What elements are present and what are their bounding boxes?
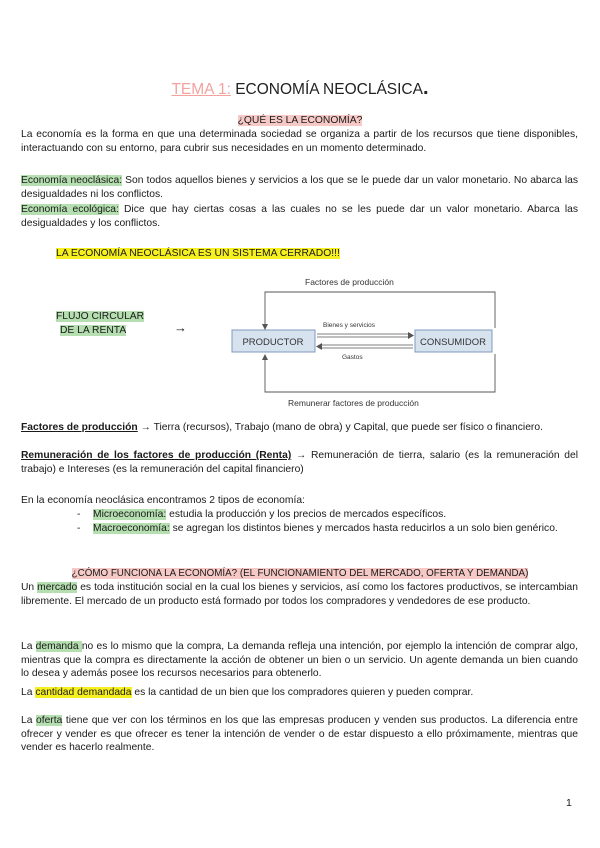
oferta-text: tiene que ver con los términos en los que las empresas producen y venden sus productos. La diferencia entre ofrecer y vender es que ofrecer es tener la intención de vender o de estar dispuesto a ello próximamente, mientras que vender es hacerlo realmente. — [21, 715, 578, 753]
gastos-arrowhead — [316, 343, 322, 350]
flow-label-line1: FLUJO CIRCULAR — [56, 311, 145, 322]
factores-paragraph — [21, 421, 578, 435]
closed-system-banner: LA ECONOMÍA NEOCLÁSICA ES UN SISTEMA CERRADO!!! — [56, 248, 340, 259]
gastos-label: Gastos — [342, 354, 363, 361]
remuneracion-paragraph — [21, 449, 578, 476]
title-dot: . — [422, 77, 429, 99]
remuneracion-term: Remuneración de los factores de producción (Renta) — [21, 450, 292, 461]
ecologica-paragraph — [21, 203, 578, 230]
tipos-intro: En la economía neoclásica encontramos 2 tipos de economía: — [21, 495, 305, 506]
neoclasica-text: Son todos aquellos bienes y servicios a los que se le puede dar un valor monetario. No abarca las desigualdades ni los conflictos. — [21, 175, 578, 200]
mercado-term: mercado — [37, 582, 78, 593]
section2-heading: ¿CÓMO FUNCIONA LA ECONOMÍA? (EL FUNCIONAMIENTO DEL MERCADO, OFERTA Y DEMANDA) — [71, 568, 529, 579]
diagram-bottom-label: Remunerar factores de producción — [288, 398, 419, 408]
intro-paragraph: La economía es la forma en que una determinada sociedad se organiza a partir de los recursos que tiene disponibles, interactuando con su entorno, para cubrir sus necesidades en un momento determinado. — [21, 129, 578, 154]
top-flow-arrowhead — [262, 324, 268, 330]
ecologica-term: Economía ecológica: — [21, 204, 119, 215]
mercado-pre: Un — [21, 582, 38, 593]
circular-flow-diagram — [225, 270, 525, 415]
list-dash: - — [77, 509, 81, 520]
mercado-text: es toda institución social en la cual los bienes y servicios, así como los factores productivos, se intercambian libremente. El mercado de un producto está formado por todos los compradores y vendedores de ese producto. — [21, 582, 578, 607]
diagram-top-label: Factores de producción — [305, 277, 394, 287]
list-item — [0, 522, 600, 550]
oferta-term: oferta — [35, 715, 63, 726]
list-dash: - — [77, 523, 81, 534]
neoclasica-term: Economía neoclásica: — [21, 175, 123, 186]
title-tema: TEMA 1: — [171, 81, 231, 98]
mercado-paragraph — [21, 581, 578, 608]
bottom-flow-line — [265, 354, 495, 392]
list-item — [0, 508, 600, 522]
banner-wrap — [56, 247, 576, 261]
ecologica-text: Dice que hay ciertas cosas a las cuales no se les puede dar un valor monetario. Abarca las desigualdades y los conflictos. — [21, 204, 578, 229]
productor-label: PRODUCTOR — [242, 337, 304, 348]
demanda-paragraph — [21, 640, 578, 681]
section1-heading: ¿QUÉ ES LA ECONOMÍA? — [237, 115, 363, 126]
flow-label-line2: DE LA RENTA — [60, 324, 127, 336]
oferta-paragraph — [21, 714, 578, 755]
cantidad-pre: La — [21, 687, 36, 698]
neoclasica-paragraph — [21, 174, 578, 201]
consumidor-label: CONSUMIDOR — [420, 337, 486, 348]
cantidad-term: cantidad demandada — [35, 687, 132, 698]
flow-label — [56, 310, 176, 337]
micro-text: estudia la producción y los precios de mercados específicos. — [166, 509, 447, 520]
bottom-flow-arrowhead — [262, 354, 268, 360]
factores-text: → Tierra (recursos), Trabajo (mano de obra) y Capital, que puede ser físico o financiero. — [137, 422, 543, 433]
top-flow-line — [265, 292, 495, 330]
cantidad-text: es la cantidad de un bien que los compradores quieren y pueden comprar. — [131, 687, 474, 698]
page-number: 1 — [566, 797, 572, 809]
remuneracion-text: → Remuneración de tierra, salario (es la remuneración del trabajo) e Intereses (es la remuneración del capital financiero) — [21, 450, 579, 475]
demanda-pre: La — [21, 641, 36, 652]
oferta-pre: La — [21, 715, 36, 726]
page-title — [0, 77, 600, 100]
factores-term: Factores de producción — [21, 422, 138, 433]
bienes-label: Bienes y servicios — [323, 322, 376, 329]
bienes-arrowhead — [408, 332, 414, 339]
micro-term: Microeconomía: — [93, 509, 167, 520]
macro-text: se agregan los distintos bienes y mercados hasta reducirlos a un solo bien genérico. — [169, 523, 558, 534]
title-main: ECONOMÍA NEOCLÁSICA — [230, 81, 423, 98]
section1-heading-wrap — [0, 114, 600, 128]
macro-term: Macroeconomía: — [93, 523, 170, 534]
cantidad-paragraph — [21, 686, 578, 700]
demanda-text: no es lo mismo que la compra, La demanda refleja una intención, por ejemplo la intención de comprar algo, mientras que la compra es directamente la acción de obtener un bien o un servicio. Un agente demanda un bien cuando lo desea y además posee los recursos necesarios para obtenerlo. — [21, 641, 578, 679]
section2-heading-wrap — [0, 567, 600, 581]
flow-arrow: → — [174, 320, 187, 335]
demanda-term: demanda — [35, 641, 82, 652]
